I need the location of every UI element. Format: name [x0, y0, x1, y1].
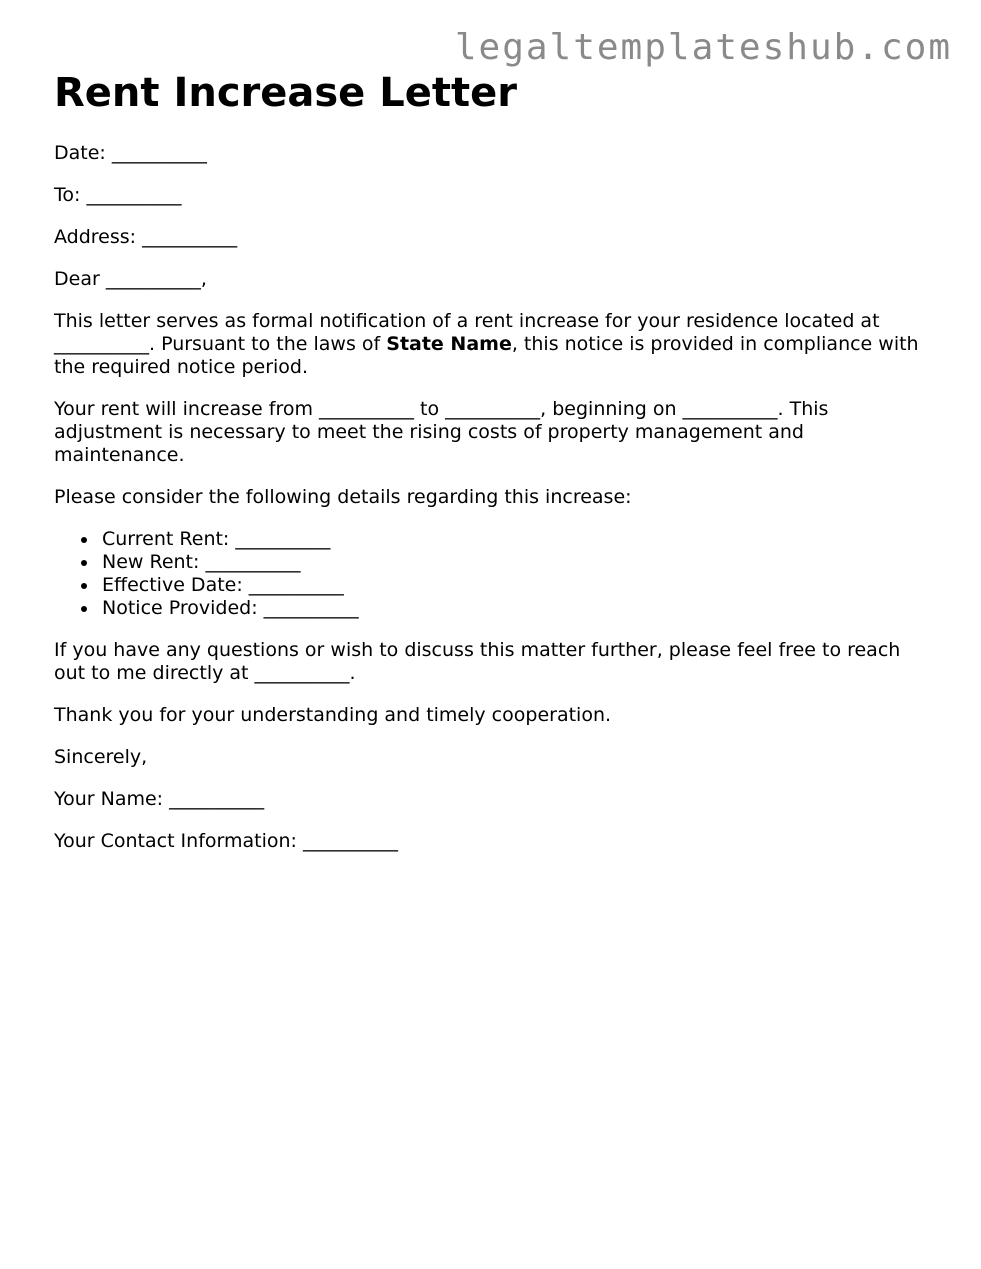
letter-document	[54, 70, 924, 853]
notification-text-start: This letter serves as formal notification of a rent increase for your residence located at __________. Pursuant to the laws of	[54, 310, 886, 355]
increase-paragraph: Your rent will increase from __________ to __________, beginning on __________. This adjustment is necessary to meet the rising costs of property management and maintenance.	[54, 398, 835, 466]
thanks-paragraph: Thank you for your understanding and timely cooperation.	[54, 704, 612, 726]
recipient-field: To: __________	[54, 184, 182, 206]
signature-name: Your Name: __________	[54, 788, 265, 810]
details-intro: Please consider the following details regarding this increase:	[54, 486, 632, 508]
questions-paragraph: If you have any questions or wish to discuss this matter further, please feel free to reach out to me directly at __________.	[54, 639, 907, 684]
signature-contact: Your Contact Information: __________	[54, 830, 398, 852]
list-item: Current Rent: __________	[102, 528, 924, 551]
page-title: Rent Increase Letter	[54, 70, 517, 116]
notification-paragraph	[54, 310, 924, 379]
list-item: Notice Provided: __________	[102, 597, 924, 620]
address-field: Address: __________	[54, 226, 238, 248]
notification-text-end: , this notice is provided in compliance with the required notice period.	[54, 333, 925, 378]
salutation: Dear __________,	[54, 268, 207, 290]
watermark-text: legaltemplateshub.com	[454, 27, 952, 68]
list-item: New Rent: __________	[102, 551, 924, 574]
details-list	[54, 528, 924, 620]
state-name: State Name	[386, 333, 512, 355]
closing: Sincerely,	[54, 746, 148, 768]
date-field: Date: __________	[54, 142, 207, 164]
list-item: Effective Date: __________	[102, 574, 924, 597]
